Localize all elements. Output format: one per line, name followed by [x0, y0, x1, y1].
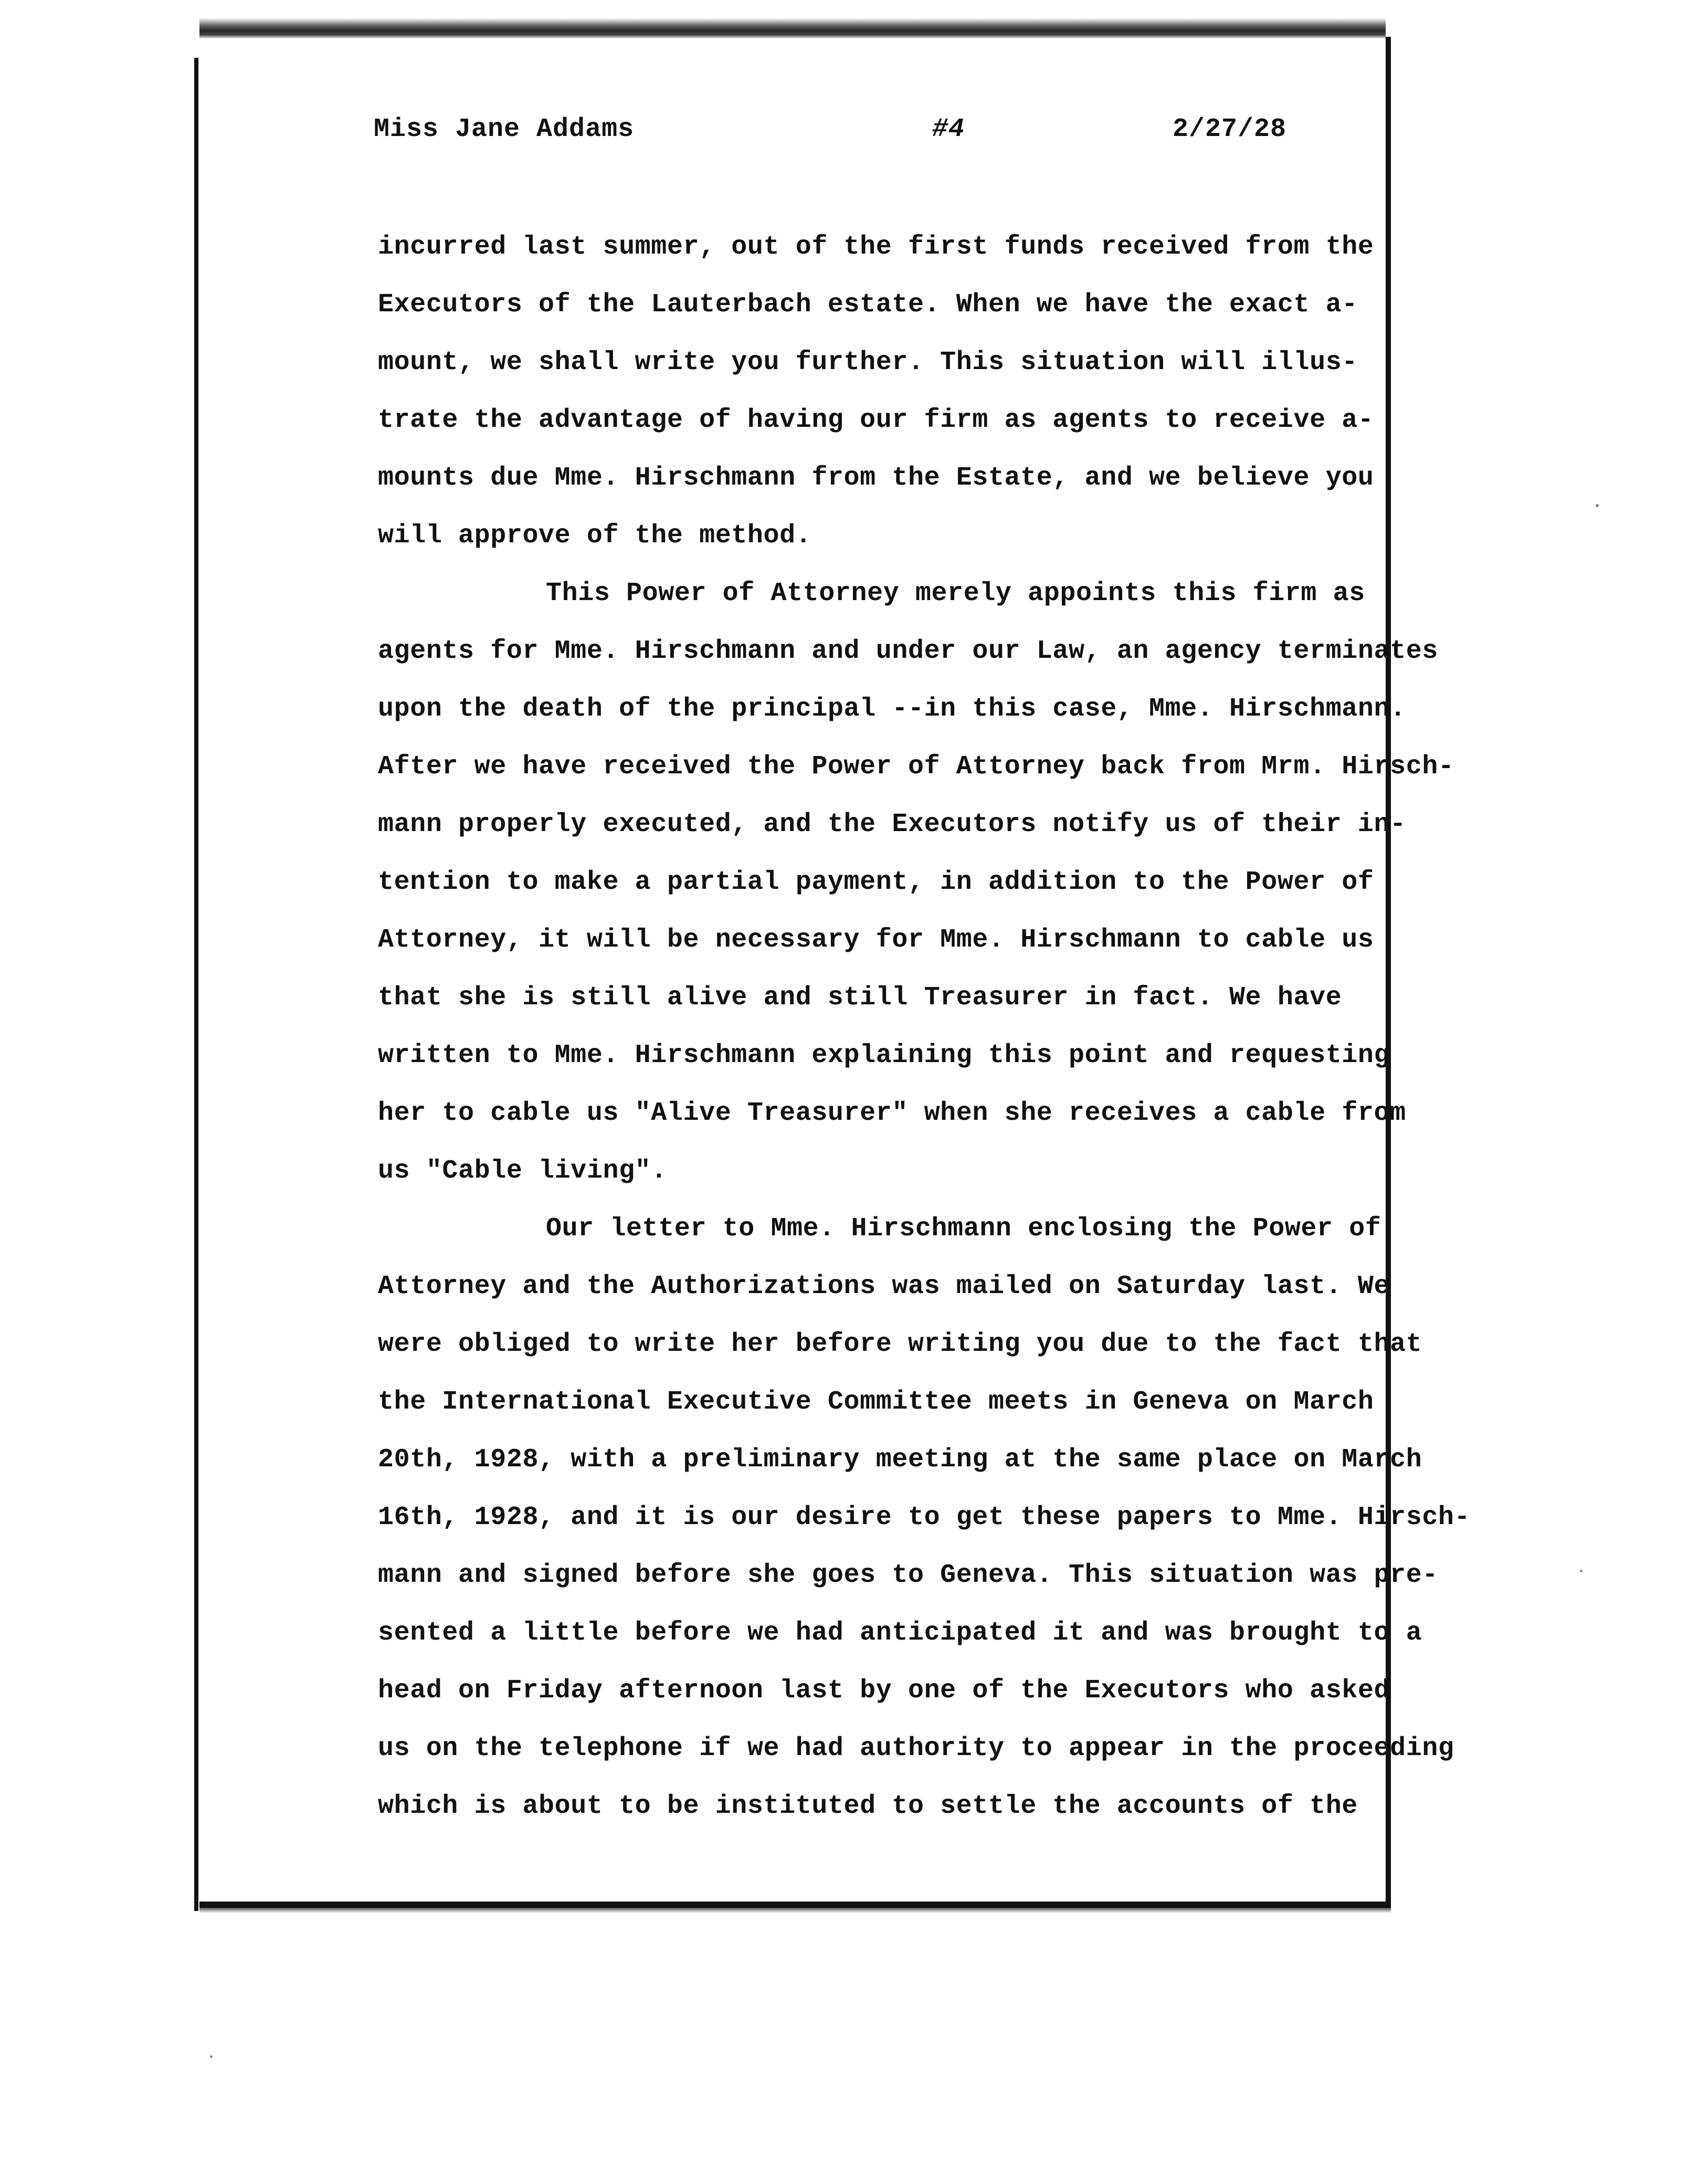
paragraph-first-line: Our letter to Mme. Hirschmann enclosing the Power of	[546, 1214, 1381, 1244]
body-line: her to cable us "Alive Treasurer" when she receives a cable from	[378, 1098, 1406, 1128]
body-line: After we have received the Power of Attorney back from Mrm. Hirsch-	[378, 752, 1454, 782]
body-line: will approve of the method.	[378, 521, 812, 551]
body-line: mount, we shall write you further. This situation will illus-	[378, 348, 1358, 377]
body-line: Attorney and the Authorizations was mailed on Saturday last. We	[378, 1272, 1390, 1301]
body-line: which is about to be instituted to settle the accounts of the	[378, 1791, 1358, 1821]
body-line: written to Mme. Hirschmann explaining this point and requesting	[378, 1041, 1390, 1070]
paragraph-first-line: This Power of Attorney merely appoints this firm as	[546, 579, 1365, 608]
body-line: incurred last summer, out of the first funds received from the	[378, 232, 1374, 262]
body-line: were obliged to write her before writing you due to the fact that	[378, 1329, 1422, 1359]
body-line: that she is still alive and still Treasurer in fact. We have	[378, 983, 1342, 1013]
body-line: agents for Mme. Hirschmann and under our Law, an agency terminates	[378, 636, 1438, 666]
page-border-bottom-shadow	[199, 1908, 1391, 1913]
body-line: head on Friday afternoon last by one of the Executors who asked	[378, 1676, 1390, 1706]
page-border-top	[199, 18, 1386, 39]
body-line: upon the death of the principal --in this case, Mme. Hirschmann.	[378, 694, 1406, 724]
page-number: #4	[932, 114, 965, 144]
body-line: mann and signed before she goes to Geneva. This situation was pre-	[378, 1560, 1438, 1590]
body-line: us "Cable living".	[378, 1156, 667, 1186]
scan-speck	[1596, 504, 1599, 507]
body-line: the International Executive Committee meets in Geneva on March	[378, 1387, 1374, 1417]
letter-date: 2/27/28	[1173, 114, 1287, 144]
body-line: trate the advantage of having our firm as agents to receive a-	[378, 405, 1374, 435]
body-line: mann properly executed, and the Executors notify us of their in-	[378, 810, 1406, 839]
body-line: sented a little before we had anticipated it and was brought to a	[378, 1618, 1422, 1648]
body-line: mounts due Mme. Hirschmann from the Estate, and we believe you	[378, 463, 1374, 493]
page-border-left	[194, 58, 198, 1911]
body-line: Executors of the Lauterbach estate. When we have the exact a-	[378, 290, 1358, 320]
body-line: 20th, 1928, with a preliminary meeting at the same place on March	[378, 1445, 1422, 1475]
body-line: 16th, 1928, and it is our desire to get these papers to Mme. Hirsch-	[378, 1503, 1471, 1532]
scan-speck	[1580, 1570, 1582, 1572]
body-line: us on the telephone if we had authority to appear in the proceeding	[378, 1734, 1454, 1763]
scan-speck	[210, 2055, 213, 2058]
body-line: tention to make a partial payment, in addition to the Power of	[378, 867, 1374, 897]
body-line: Attorney, it will be necessary for Mme. Hirschmann to cable us	[378, 925, 1374, 955]
letter-recipient: Miss Jane Addams	[374, 114, 635, 144]
